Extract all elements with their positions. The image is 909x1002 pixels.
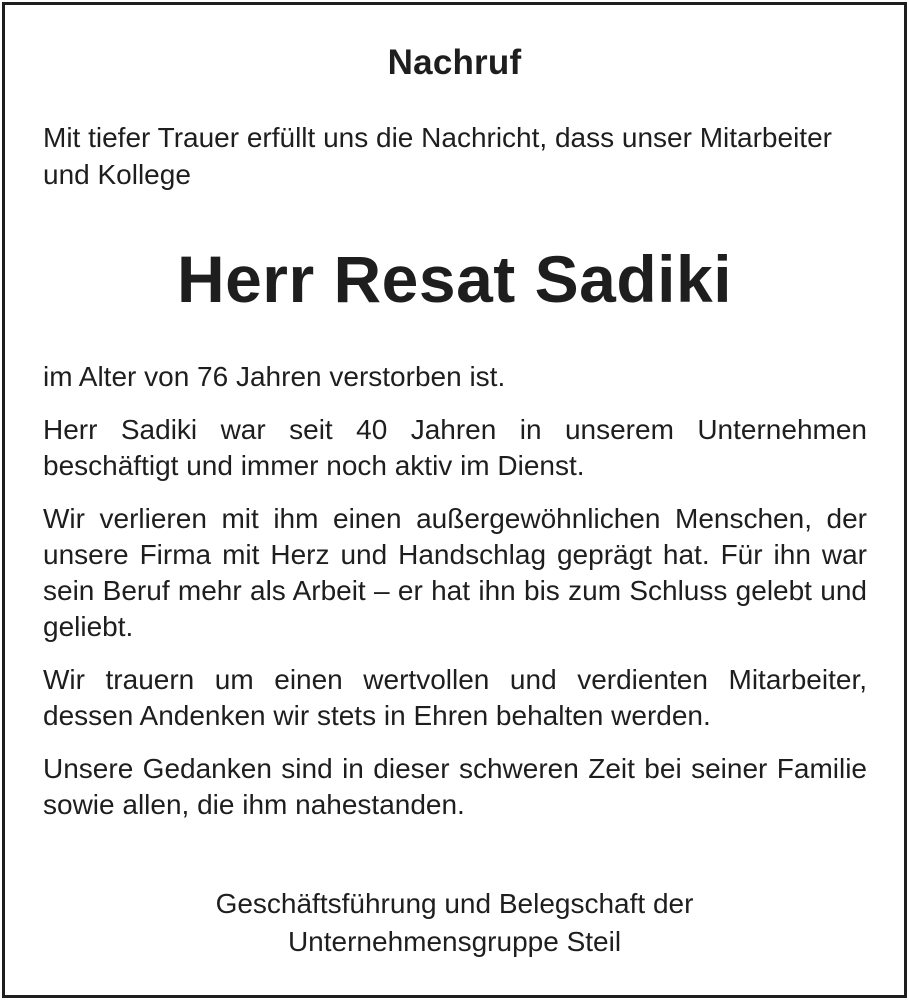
tribute-paragraph: Wir verlieren mit ihm einen außergewöhnlichen Menschen, der unsere Firma mit Herz und Handschlag geprägt hat. Für ihn war sein Beruf mehr als Arbeit – er hat ihn bis zum Schluss gelebt und geliebt. bbox=[43, 503, 867, 642]
condolence-paragraph: Unsere Gedanken sind in dieser schweren Zeit bei seiner Familie sowie allen, die ihm nahestanden. bbox=[43, 753, 867, 820]
employment-paragraph: Herr Sadiki war seit 40 Jahren in unserem Unternehmen beschäftigt und immer noch aktiv im Dienst. bbox=[43, 414, 867, 481]
mourning-paragraph: Wir trauern um einen wertvollen und verdienten Mitarbeiter, dessen Andenken wir stets in Ehren behalten werden. bbox=[43, 664, 867, 731]
signature-company: Unternehmensgruppe Steil bbox=[287, 926, 622, 957]
notice-heading: Nachruf bbox=[387, 43, 522, 82]
intro-text: Mit tiefer Trauer erfüllt uns die Nachricht, dass unser Mitarbeiter und Kollege bbox=[43, 122, 832, 190]
signature-line: Geschäftsführung und Belegschaft der bbox=[215, 888, 694, 919]
obituary-notice bbox=[2, 2, 907, 998]
deceased-name: Herr Resat Sadiki bbox=[176, 242, 733, 316]
age-paragraph: im Alter von 76 Jahren verstorben ist. bbox=[43, 361, 506, 392]
signature-block bbox=[5, 885, 904, 961]
notice-body bbox=[43, 359, 867, 840]
